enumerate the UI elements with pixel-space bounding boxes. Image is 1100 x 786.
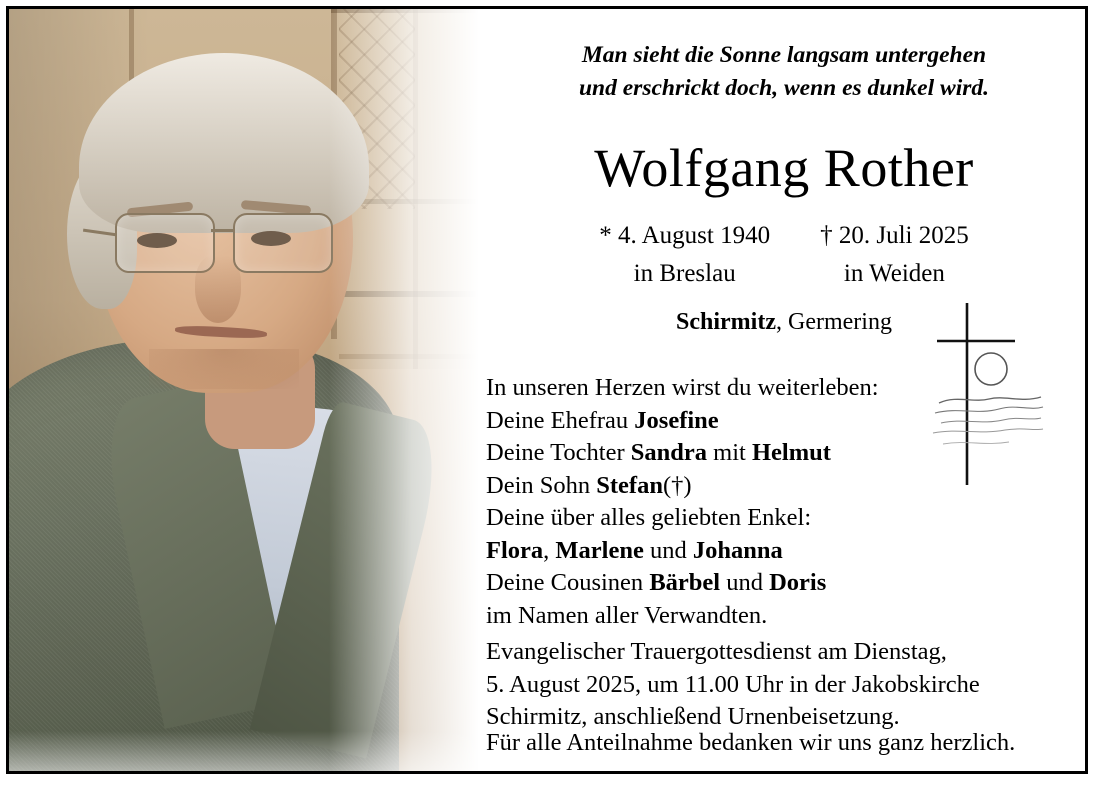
memorial-line-bold: Stefan bbox=[596, 471, 663, 499]
memorial-line-bold: Marlene bbox=[555, 536, 644, 564]
memorial-line-prefix: Deine Tochter bbox=[486, 439, 631, 467]
memorial-line-bold: Helmut bbox=[751, 439, 831, 467]
memorial-line-prefix: Dein Sohn bbox=[486, 471, 597, 499]
portrait-photo bbox=[9, 9, 479, 771]
cross-with-sun-over-water-icon bbox=[919, 299, 1049, 489]
memorial-line-middle: und bbox=[720, 569, 770, 597]
memorial-line bbox=[486, 535, 1006, 568]
motto bbox=[549, 39, 1019, 106]
photo-fade-bottom bbox=[9, 731, 479, 771]
deceased-name: Wolfgang Rother bbox=[594, 138, 974, 198]
memorial-line-bold: Bärbel bbox=[649, 569, 721, 597]
memorial-line-prefix: Deine Ehefrau bbox=[486, 406, 635, 434]
memorial-line-bold: Flora bbox=[486, 536, 544, 564]
memorial-line-bold: Sandra bbox=[630, 439, 708, 467]
memorial-line-middle: , bbox=[543, 536, 556, 564]
memorial-line-suffix: und bbox=[643, 536, 693, 564]
death-date-value: 20. Juli 2025 bbox=[838, 222, 969, 249]
birth-place: in Breslau bbox=[633, 259, 736, 287]
death-place: in Weiden bbox=[843, 259, 945, 287]
memorial-line-prefix: Deine Cousinen bbox=[486, 569, 650, 597]
place-primary: Schirmitz bbox=[676, 309, 776, 335]
life-dates bbox=[504, 217, 1064, 292]
memorial-line: im Namen aller Verwandten. bbox=[486, 602, 768, 630]
memorial-line-middle: mit bbox=[707, 439, 752, 467]
notice-text-column bbox=[464, 9, 1085, 771]
chin-shadow bbox=[149, 349, 299, 389]
birth-date-value: 4. August 1940 bbox=[618, 222, 771, 249]
thanks-line: Für alle Anteilnahme bedanken wir uns ganz herzlich. bbox=[486, 729, 1016, 756]
death-symbol: † bbox=[820, 222, 833, 249]
memorial-line: Deine über alles geliebten Enkel: bbox=[486, 504, 812, 532]
memorial-line-bold: Johanna bbox=[692, 536, 783, 564]
birth-block bbox=[599, 217, 770, 292]
motto-line-2: und erschrickt doch, wenn es dunkel wird. bbox=[578, 75, 989, 102]
service-line-1: Evangelischer Trauergottesdienst am Dienstag, bbox=[486, 638, 947, 665]
memorial-line-bold: Doris bbox=[769, 569, 827, 597]
memorial-intro: In unseren Herzen wirst du weiterleben: bbox=[486, 374, 879, 401]
service-details bbox=[486, 636, 1085, 734]
service-line-3: Schirmitz, anschließend Urnenbeisetzung. bbox=[486, 703, 900, 731]
memorial-line-bold: Josefine bbox=[634, 406, 719, 434]
birth-date bbox=[599, 217, 770, 255]
memorial-line-suffix: (†) bbox=[662, 471, 692, 499]
place-secondary: , Germering bbox=[776, 309, 892, 335]
birth-symbol: * bbox=[599, 222, 612, 249]
death-date bbox=[820, 217, 969, 255]
memorial-line bbox=[486, 567, 1006, 600]
photo-fade-edge bbox=[329, 9, 479, 771]
service-line-2: 5. August 2025, um 11.00 Uhr in der Jakobskirche bbox=[486, 670, 980, 698]
notice-frame bbox=[6, 6, 1088, 774]
death-block bbox=[820, 217, 969, 292]
nose bbox=[195, 255, 241, 323]
motto-line-1: Man sieht die Sonne langsam untergehen bbox=[581, 42, 987, 68]
